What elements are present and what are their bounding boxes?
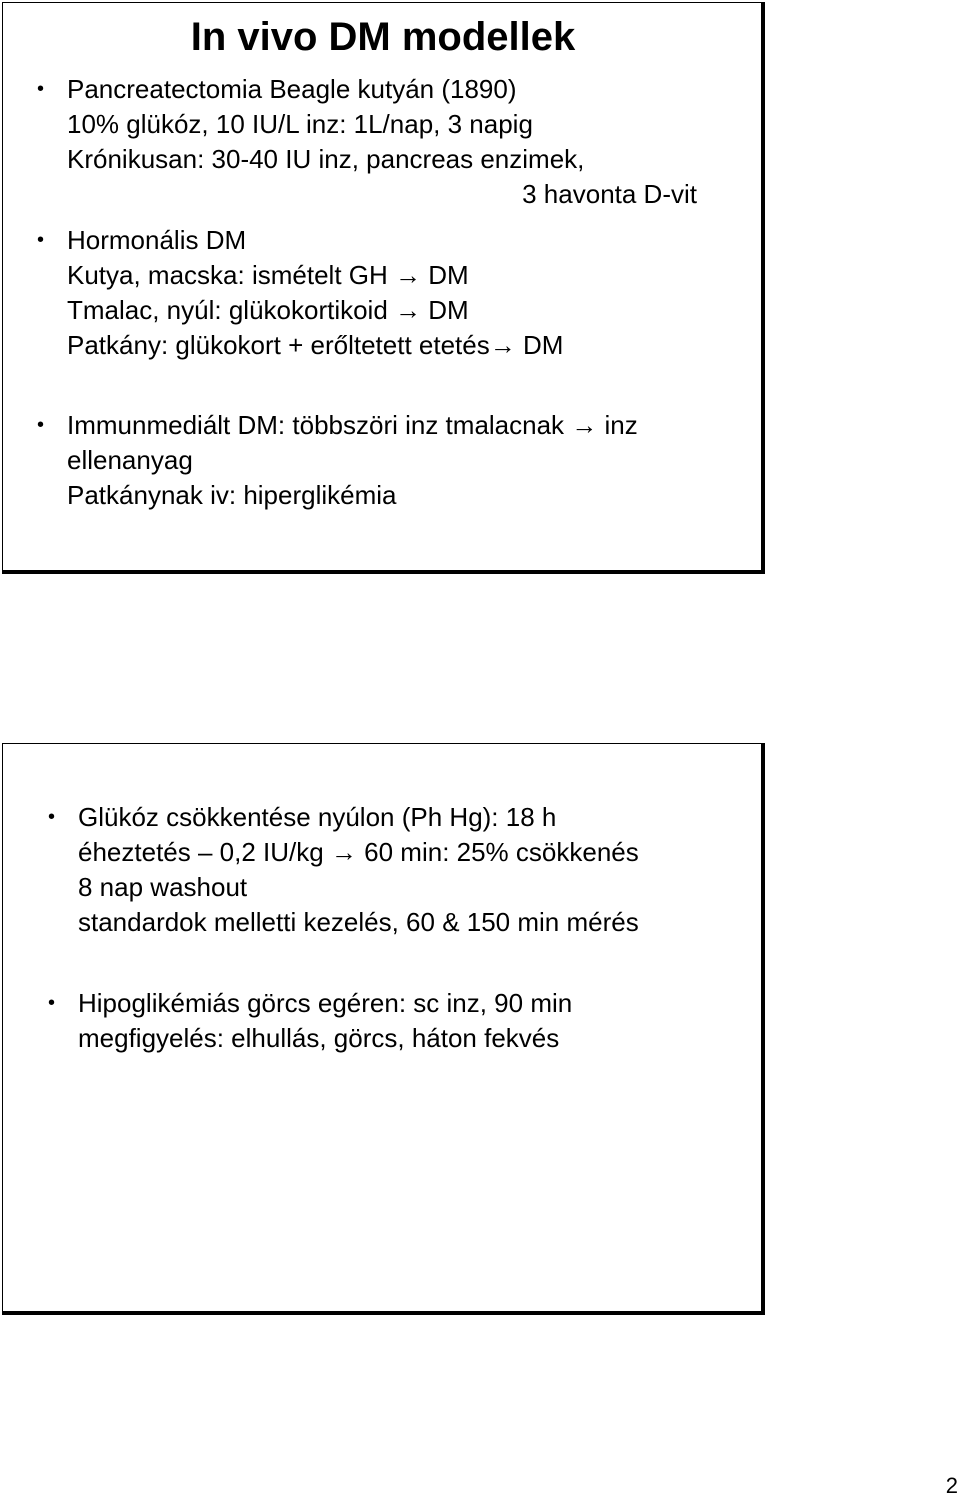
- bullet-item: [37, 72, 697, 212]
- bullet-line: megfigyelés: elhullás, görcs, háton fekvés: [78, 1023, 560, 1053]
- bullet-item: [48, 986, 573, 1056]
- bullet-line: Hipoglikémiás görcs egéren: sc inz, 90 min: [78, 988, 573, 1018]
- bullet-line: Glükóz csökkentése nyúlon (Ph Hg): 18 h: [78, 802, 557, 832]
- bullet-line: Pancreatectomia Beagle kutyán (1890): [67, 74, 517, 104]
- bullet-dot-icon: •: [37, 414, 45, 436]
- bullet-line: 10% glükóz, 10 IU/L inz: 1L/nap, 3 napig: [67, 109, 533, 139]
- bullet-item: [48, 800, 639, 940]
- bullet-line: ellenanyag: [67, 445, 193, 475]
- bullet-dot-icon: •: [48, 992, 56, 1014]
- bullet-dot-icon: •: [48, 806, 56, 828]
- bullet-item: [37, 408, 638, 513]
- bullet-line: standardok melletti kezelés, 60 & 150 min mérés: [78, 907, 639, 937]
- slide-2: [2, 743, 765, 1315]
- bullet-line: Kutya, macska: ismételt GH → DM: [67, 260, 469, 290]
- bullet-item: [37, 223, 564, 363]
- bullet-line: Tmalac, nyúl: glükokortikoid → DM: [67, 295, 469, 325]
- bullet-line: Patkány: glükokort + erőltetett etetés→ DM: [67, 330, 564, 360]
- bullet-line: Hormonális DM: [67, 225, 247, 255]
- page-number: 2: [945, 1473, 958, 1498]
- bullet-dot-icon: •: [37, 229, 45, 251]
- bullet-line: Patkánynak iv: hiperglikémia: [67, 480, 397, 510]
- slide-1: [2, 2, 765, 574]
- bullet-dot-icon: •: [37, 78, 45, 100]
- bullet-line: 3 havonta D-vit: [522, 179, 697, 209]
- bullet-line: 8 nap washout: [78, 872, 248, 902]
- slide-title: In vivo DM modellek: [190, 15, 576, 59]
- bullet-line: Immunmediált DM: többszöri inz tmalacnak → inz: [67, 410, 638, 440]
- bullet-line: Krónikusan: 30-40 IU inz, pancreas enzimek,: [67, 144, 585, 174]
- bullet-line: éheztetés – 0,2 IU/kg → 60 min: 25% csökkenés: [78, 837, 639, 867]
